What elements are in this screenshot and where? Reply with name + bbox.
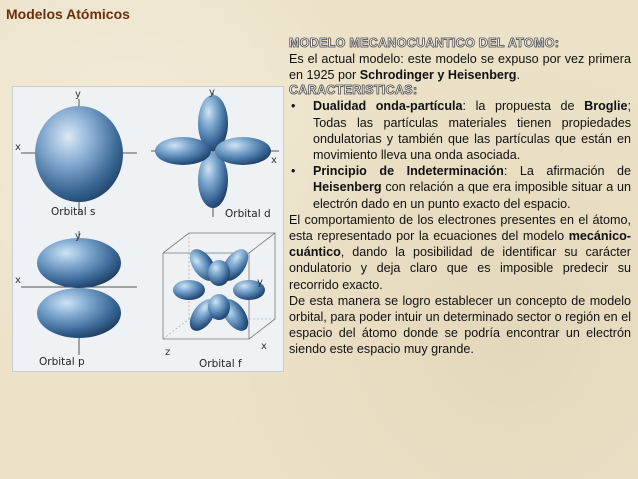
orbital-concept-paragraph: De esta manera se logro establecer un concepto de modelo orbital, para poder intuir un determinado sector o región en el espacio del átomo donde se podría encontrar un electrón siendo este espacio muy grande. (289, 293, 631, 357)
bullet-icon: • (291, 164, 296, 179)
axis-y-label: y (209, 87, 215, 98)
features-list (289, 98, 631, 211)
page-title: Modelos Atómicos (6, 6, 130, 22)
axis-z-label: z (165, 347, 171, 358)
bullet-icon: • (291, 99, 296, 114)
axis-x-label: x (261, 341, 267, 352)
orbital-d-diagram (151, 87, 279, 220)
axis-y-label: y (75, 231, 81, 242)
orbital-d-label: Orbital d (225, 208, 271, 220)
content-text (289, 36, 631, 358)
intro-paragraph: Es el actual modelo: este modelo se expuso por vez primera en 1925 por Schrodinger y Heisenberg. (289, 52, 631, 83)
orbital-p-label: Orbital p (39, 356, 85, 368)
orbital-s-label: Orbital s (51, 206, 96, 218)
orbital-s-diagram (15, 89, 137, 218)
model-heading: MODELO MECANOCUANTICO DEL ATOMO: (289, 36, 560, 50)
behavior-paragraph: El comportamiento de los electrones presentes en el átomo, esta representado por la ecuaciones del modelo mecánico-cuántico, dando la posibilidad de identificar su carácter ondulatorio y deja claro que es imposible predecir su recorrido exacto. (289, 212, 631, 292)
axis-y-label: y (257, 277, 263, 288)
list-item: • Principio de Indeterminación: La afirmación de Heisenberg con relación a que era imposible situar a un electrón dado en un punto exacto del espacio. (291, 164, 631, 211)
features-heading: CARACTERISTICAS: (289, 83, 418, 98)
orbitals-figure (12, 86, 284, 372)
orbital-f-diagram (163, 233, 275, 370)
list-item: • Dualidad onda-partícula: la propuesta de Broglie; Todas las partículas materiales tienen propiedades ondulatorias y también que las partículas que están en movimiento lleva una onda asociada. (291, 99, 631, 163)
axis-x-label: x (271, 155, 277, 166)
axis-y-label: y (75, 89, 81, 100)
axis-x-label: x (15, 142, 21, 153)
orbital-p-diagram (15, 231, 137, 368)
axis-x-label: x (15, 275, 21, 286)
orbital-f-label: Orbital f (199, 358, 242, 370)
